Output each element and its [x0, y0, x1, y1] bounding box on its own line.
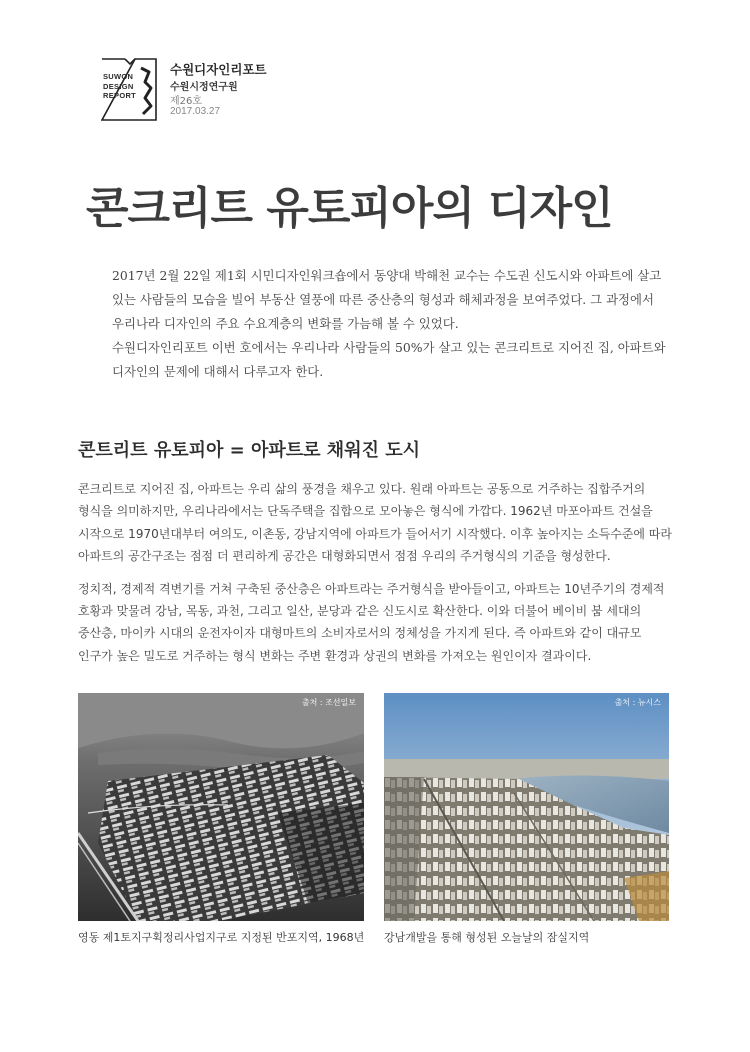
logo-text: SUWON DESIGN REPORT — [103, 72, 137, 100]
banpo-1968-aerial-photo — [78, 693, 364, 921]
jamsil-today-aerial-photo — [384, 693, 669, 921]
issue-number: 제26호 — [170, 96, 203, 107]
intro-line: 있는 사람들의 모습을 빌어 부동산 열풍에 따른 중산층의 형성과 해체과정을 보여주었다. 그 과정에서 — [112, 292, 654, 307]
series-title: 수원디자인리포트 — [170, 62, 267, 77]
body-line: 중산층, 마이카 시대의 운전자이자 대형마트의 소비자로서의 정체성을 가지게 된다. 즉 아파트와 같이 대규모 — [78, 626, 642, 641]
photo-caption-right: 강남개발을 통해 형성된 오늘날의 잠실지역 — [384, 931, 590, 944]
photo-credit-right: 출처 : 뉴시스 — [614, 698, 661, 707]
body-paragraph-2 — [78, 578, 678, 668]
body-line: 아파트의 공간구조는 점점 더 편리하게 공간은 대형화되면서 점점 우리의 주거형식의 기준을 형성한다. — [78, 549, 611, 564]
body-line: 콘크리트로 지어진 집, 아파트는 우리 삶의 풍경을 채우고 있다. 원래 아파트는 공동으로 거주하는 집합주거의 — [78, 482, 646, 496]
photo-credit-left: 출처 : 조선일보 — [301, 698, 356, 707]
body-line: 인구가 높은 밀도로 거주하는 형식 변화는 주변 환경과 상권의 변화를 가져오는 원인이자 결과이다. — [78, 648, 592, 663]
intro-line: 우리나라 디자인의 주요 수요계층의 변화를 가늠해 볼 수 있었다. — [112, 316, 459, 331]
publish-date: 2017.03.27 — [170, 106, 221, 117]
body-line: 정치적, 경제적 격변기를 거쳐 구축된 중산층은 아파트라는 주거형식을 받아들이고, 아파트는 10년주기의 경제적 — [78, 581, 665, 596]
intro-paragraph — [112, 264, 692, 384]
body-line: 호황과 맞물려 강남, 목동, 과천, 그리고 일산, 분당과 같은 신도시로 확산한다. 이와 더불어 베이비 붐 세대의 — [78, 604, 642, 619]
page-title: 콘크리트 유토피아의 디자인 — [86, 183, 613, 234]
intro-line: 2017년 2월 22일 제1회 시민디자인워크숍에서 동양대 박해천 교수는 수도권 신도시와 아파트에 살고 — [112, 268, 662, 283]
body-line: 형식을 의미하지만, 우리나라에서는 단독주택을 집합으로 모아놓은 형식에 가깝다. 1962년 마포아파트 건설을 — [78, 504, 653, 519]
intro-line: 디자인의 문제에 대해서 다루고자 한다. — [112, 364, 324, 379]
body-paragraph-1 — [78, 478, 678, 568]
photo-caption-left: 영동 제1토지구획정리사업지구로 지정된 반포지역, 1968년 — [78, 931, 365, 944]
publisher-name: 수원시정연구원 — [170, 82, 238, 93]
intro-line: 수원디자인리포트 이번 호에서는 우리나라 사람들의 50%가 살고 있는 콘크리트로 지어진 집, 아파트와 — [112, 340, 666, 355]
body-line: 시작으로 1970년대부터 여의도, 이촌동, 강남지역에 아파트가 들어서기 시작했다. 이후 높아지는 소득수준에 따라 — [78, 526, 672, 541]
section-heading: 콘트리트 유토피아 = 아파트로 채워진 도시 — [78, 440, 421, 461]
section-body — [78, 478, 678, 667]
